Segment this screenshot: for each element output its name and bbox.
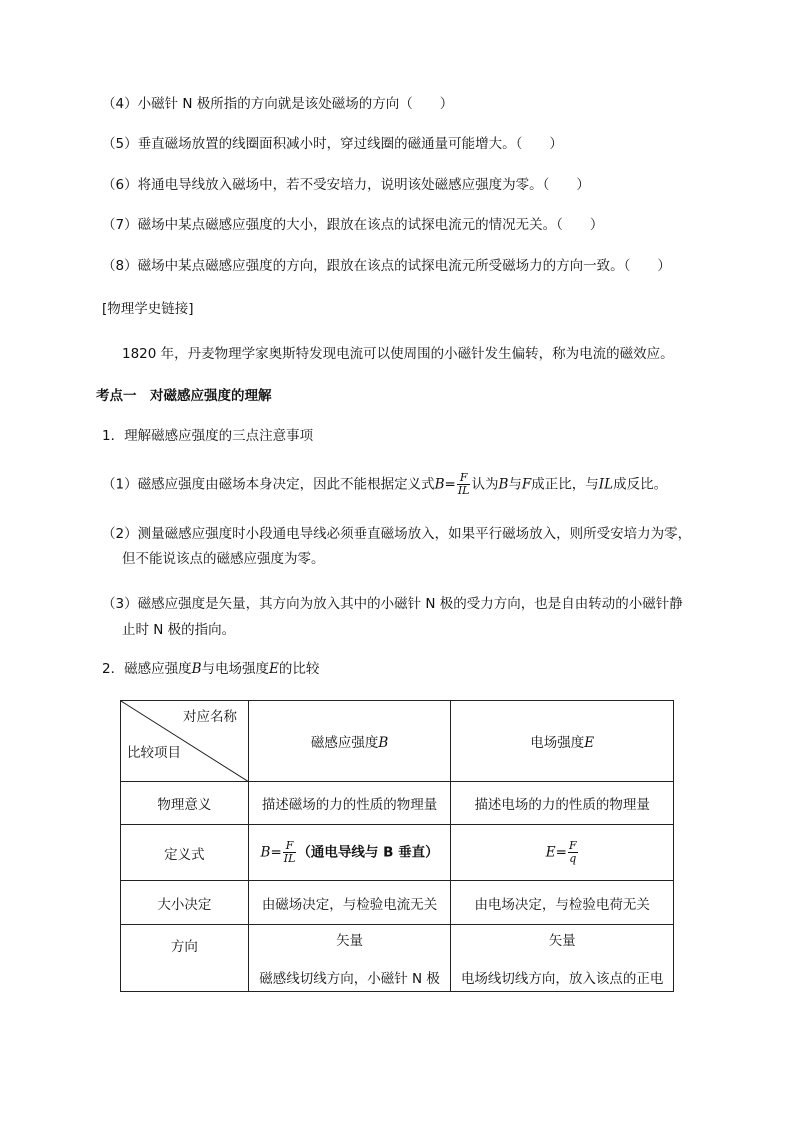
sub2-b: B (191, 661, 202, 677)
b-denominator: IL (283, 852, 296, 865)
header-e (451, 701, 674, 782)
note-1 (102, 472, 667, 497)
e-eq: = (555, 844, 567, 861)
note-1-eq: = (444, 476, 456, 493)
corner-bottom-label: 比较项目 (127, 745, 181, 761)
b-numerator: F (283, 840, 297, 853)
note-2-line-1: （2）测量磁感应强度时小段通电导线必须垂直磁场放入，如果平行磁场放入，则所受安培力为零， (102, 526, 692, 542)
note-1-f: F (521, 476, 532, 493)
note-1-mid1: 认为 (471, 476, 499, 493)
section-title: 考点一 对磁感应强度的理解 (96, 388, 272, 404)
sub2-mid: 与电场强度 (201, 661, 270, 677)
e-denominator: q (569, 852, 577, 865)
judgment-item-8: （8）磁场中某点磁感应强度的方向，跟放在该点的试探电流元所受磁场力的方向一致。（ ） (102, 258, 671, 274)
note-1-lhs: B (434, 476, 445, 493)
subheading-comparison (102, 659, 319, 679)
e-direction-bottom: 电场线切线方向，放入该点的正电 (460, 971, 664, 987)
judgment-item-7: （7）磁场中某点磁感应强度的大小，跟放在该点的试探电流元的情况无关。（ ） (102, 217, 604, 233)
note-2-line-2: 但不能说该点的磁感应强度为零。 (122, 551, 325, 567)
note-1-b: B (498, 476, 509, 493)
b-direction-bottom: 磁感线切线方向，小磁针 N 极 (259, 971, 440, 987)
row-e: 描述电场的力的性质的物理量 (451, 782, 674, 825)
sub2-prefix: 2．磁感应强度 (102, 661, 192, 677)
note-1-mid3: 成正比，与 (531, 476, 599, 493)
row-b-formula (248, 825, 451, 881)
history-heading: [物理学史链接] (102, 301, 194, 317)
row-e-direction (451, 925, 674, 992)
table-header-row (121, 701, 674, 782)
e-lhs: E (545, 844, 556, 861)
b-eq: = (270, 844, 282, 861)
subheading-notes: 1．理解磁感应强度的三点注意事项 (102, 428, 314, 444)
header-b-sym: B (378, 735, 389, 751)
judgment-item-5: （5）垂直磁场放置的线圈面积减小时，穿过线圈的磁通量可能增大。（ ） (102, 136, 563, 152)
note-1-prefix: （1）磁感应强度由磁场本身决定，因此不能根据定义式 (102, 476, 435, 493)
row-b: 由磁场决定，与检验电流无关 (248, 881, 451, 925)
row-b-direction (248, 925, 451, 992)
judgment-item-4: （4）小磁针 N 极所指的方向就是该处磁场的方向（ ） (102, 96, 454, 112)
e-numerator: F (568, 839, 577, 852)
table-row (121, 881, 674, 925)
e-direction-top: 矢量 (548, 933, 576, 949)
note-1-il: IL (598, 476, 614, 493)
note-1-mid2: 与 (508, 476, 522, 493)
comparison-table (120, 700, 674, 992)
row-e: 由电场决定，与检验电荷无关 (451, 881, 674, 925)
b-direction-top: 矢量 (336, 933, 364, 949)
note-3-line-1: （3）磁感应强度是矢量，其方向为放入其中的小磁针 N 极的受力方向，也是自由转动的小磁针静 (102, 596, 683, 612)
history-text: 1820 年，丹麦物理学家奥斯特发现电流可以使周围的小磁针发生偏转，称为电流的磁效应。 (122, 346, 674, 362)
b-fraction (283, 840, 297, 865)
e-fraction (568, 840, 578, 865)
sub2-suffix: 的比较 (278, 661, 320, 677)
header-e-label: 电场强度 (530, 735, 585, 751)
note-1-denominator: IL (457, 484, 470, 497)
row-e-formula (451, 825, 674, 881)
note-1-fraction (457, 472, 471, 497)
judgment-item-6: （6）将通电导线放入磁场中，若不受安培力，说明该处磁感应强度为零。（ ） (102, 177, 590, 193)
corner-cell (121, 701, 249, 782)
header-b (248, 701, 451, 782)
row-label: 物理意义 (121, 782, 249, 825)
row-label: 定义式 (121, 825, 249, 881)
b-note: （通电导线与 B 垂直） (297, 844, 439, 861)
row-label: 方向 (121, 925, 249, 992)
row-b: 描述磁场的力的性质的物理量 (248, 782, 451, 825)
table-row (121, 782, 674, 825)
header-e-sym: E (584, 735, 595, 751)
note-1-numerator: F (457, 472, 471, 485)
note-1-suffix: 成反比。 (613, 476, 668, 493)
row-label: 大小决定 (121, 881, 249, 925)
header-b-label: 磁感应强度 (310, 735, 379, 751)
corner-top-label: 对应名称 (183, 709, 237, 725)
note-3-line-2: 止时 N 极的指向。 (122, 622, 236, 638)
sub2-e: E (269, 661, 279, 677)
table-row (121, 825, 674, 881)
table-row (121, 925, 674, 992)
b-lhs: B (260, 844, 271, 861)
